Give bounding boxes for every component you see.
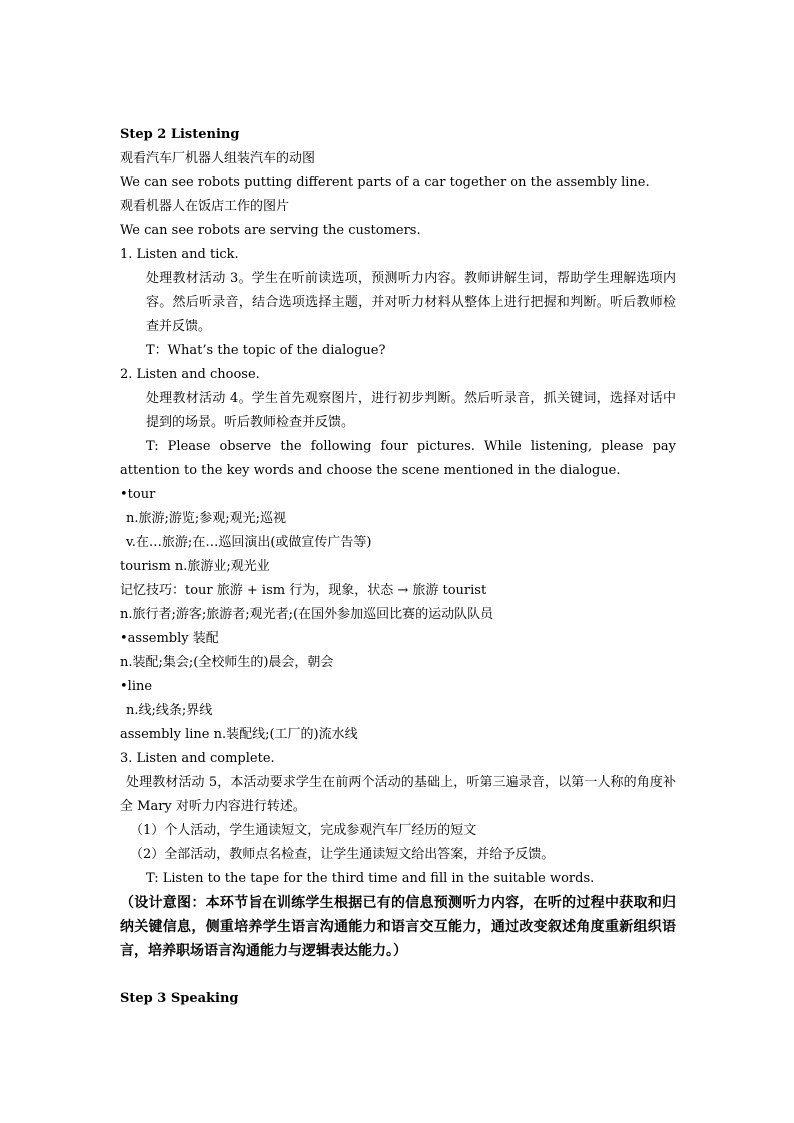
- activity1-teacher-line: T：What’s the topic of the dialogue?: [146, 343, 386, 358]
- design-intent: （设计意图：本环节旨在训练学生根据已有的信息预测听力内容，在听的过程中获取和归纳关键信息，侧重培养学生语言沟通能力和语言交互能力，通过改变叙述角度重新组织语言，培养职场语言沟通能力与逻辑表达能力。）: [120, 895, 676, 959]
- vocab-tour-verb: v.在…旅游;在…巡回演出(或做宣传广告等): [126, 535, 372, 550]
- activity3-item-1: （1）个人活动，学生通读短文，完成参观汽车厂经历的短文: [130, 823, 477, 838]
- vocab-tour: •tour: [120, 487, 156, 502]
- vocab-assembly-line: assembly line n.装配线;(工厂的)流水线: [120, 727, 358, 742]
- robot-restaurant-sentence: We can see robots are serving the customers.: [120, 223, 421, 238]
- step2-heading: Step 2 Listening: [120, 127, 240, 142]
- vocab-tourist: n.旅行者;游客;旅游者;观光者;(在国外参加巡回比赛的运动队队员: [120, 607, 494, 622]
- activity1-title: 1. Listen and tick.: [120, 247, 239, 262]
- vocab-tourism: tourism n.旅游业;观光业: [120, 559, 270, 574]
- activity3-description: 处理教材活动 5，本活动要求学生在前两个活动的基础上，听第三遍录音，以第一人称的角度补全 Mary 对听力内容进行转述。: [120, 775, 676, 814]
- step3-heading: Step 3 Speaking: [120, 991, 239, 1006]
- robot-car-caption: 观看汽车厂机器人组装汽车的动图: [120, 151, 316, 166]
- activity1-description: 处理教材活动 3。学生在听前读选项，预测听力内容。教师讲解生词，帮助学生理解选项内容。然后听录音，结合选项选择主题，并对听力材料从整体上进行把握和判断。听后教师检查并反馈。: [146, 271, 676, 334]
- vocab-memory-tip: 记忆技巧：tour 旅游 + ism 行为，现象，状态 → 旅游 tourist: [120, 583, 487, 598]
- vocab-line-noun: n.线;线条;界线: [126, 703, 213, 718]
- activity3-teacher-line: T: Listen to the tape for the third time and fill in the suitable words.: [146, 871, 595, 886]
- document-body: [120, 123, 676, 1011]
- activity2-teacher-line: T: Please observe the following four pictures. While listening, please pay attention to the key words and choose the scene mentioned in the dialogue.: [120, 439, 676, 478]
- vocab-assembly: •assembly 装配: [120, 631, 219, 646]
- vocab-tour-noun: n.旅游;游览;参观;观光;巡视: [126, 511, 287, 526]
- robot-car-sentence: We can see robots putting different parts of a car together on the assembly line.: [120, 175, 650, 190]
- vocab-assembly-noun: n.装配;集会;(全校师生的)晨会，朝会: [120, 655, 334, 670]
- vocab-line: •line: [120, 679, 153, 694]
- robot-restaurant-caption: 观看机器人在饭店工作的图片: [120, 199, 290, 214]
- activity2-description: 处理教材活动 4。学生首先观察图片，进行初步判断。然后听录音，抓关键词，选择对话中提到的场景。听后教师检查并反馈。: [146, 391, 676, 430]
- activity3-item-2: （2）全部活动，教师点名检查，让学生通读短文给出答案，并给予反馈。: [130, 847, 555, 862]
- activity2-title: 2. Listen and choose.: [120, 367, 260, 382]
- spacer: [120, 963, 676, 987]
- activity3-title: 3. Listen and complete.: [120, 751, 275, 766]
